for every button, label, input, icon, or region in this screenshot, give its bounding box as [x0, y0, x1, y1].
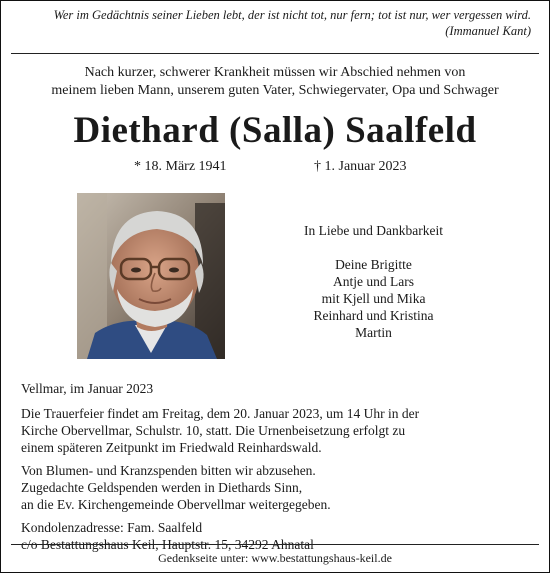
memorial-quote: [11, 7, 531, 39]
announcement-intro: [1, 64, 549, 100]
service-paragraph: [21, 405, 535, 456]
mourner-name: mit Kjell und Mika: [321, 291, 426, 306]
intro-line-1: Nach kurzer, schwerer Krankheit müssen wir Abschied nehmen von: [84, 65, 466, 80]
address-line: c/o Bestattungshaus Keil, Hauptstr. 15, 34292 Ahnatal: [21, 537, 314, 552]
mourner-name: Reinhard und Kristina: [313, 308, 434, 323]
donations-line: Von Blumen- und Kranzspenden bitten wir abzusehen.: [21, 463, 316, 478]
birth-date: * 18. März 1941: [134, 159, 227, 174]
donations-line: Zugedachte Geldspenden werden in Diethards Sinn,: [21, 480, 303, 495]
mourner-name: Antje und Lars: [333, 274, 414, 289]
quote-text: Wer im Gedächtnis seiner Lieben lebt, der ist nicht tot, nur fern; tot ist nur, wer vergessen wird.: [53, 8, 531, 22]
funeral-details: [21, 380, 535, 559]
service-line: Die Trauerfeier findet am Freitag, dem 20. Januar 2023, um 14 Uhr in der: [21, 406, 420, 421]
mourner-name: Deine Brigitte: [335, 257, 412, 272]
portrait-photo: [77, 193, 225, 359]
place-and-date: Vellmar, im Januar 2023: [21, 381, 154, 396]
intro-line-2: meinem lieben Mann, unserem guten Vater, Schwiegervater, Opa und Schwager: [51, 83, 499, 98]
address-line: Kondolenzadresse: Fam. Saalfeld: [21, 520, 203, 535]
donations-line: an die Ev. Kirchengemeinde Obervellmar weitergegeben.: [21, 497, 331, 512]
service-line: einem späteren Zeitpunkt im Friedwald Reinhardswald.: [21, 440, 322, 455]
mourner-name: Martin: [355, 325, 392, 340]
donations-paragraph: [21, 462, 535, 513]
deceased-name: Diethard (Salla) Saalfeld: [73, 110, 477, 151]
memorial-page-link[interactable]: Gedenkseite unter: www.bestattungshaus-keil.de: [158, 551, 392, 565]
quote-author: (Immanuel Kant): [445, 24, 531, 38]
divider-bottom: [11, 544, 539, 545]
mourners-block: [261, 222, 486, 341]
portrait-illustration: [77, 193, 225, 359]
divider-top: [11, 53, 539, 54]
service-line: Kirche Obervellmar, Schulstr. 10, statt. Die Urnenbeisetzung erfolgt zu: [21, 423, 406, 438]
death-date: † 1. Januar 2023: [314, 159, 407, 174]
mourners-heading: In Liebe und Dankbarkeit: [303, 223, 444, 238]
condolence-address: [21, 519, 535, 553]
